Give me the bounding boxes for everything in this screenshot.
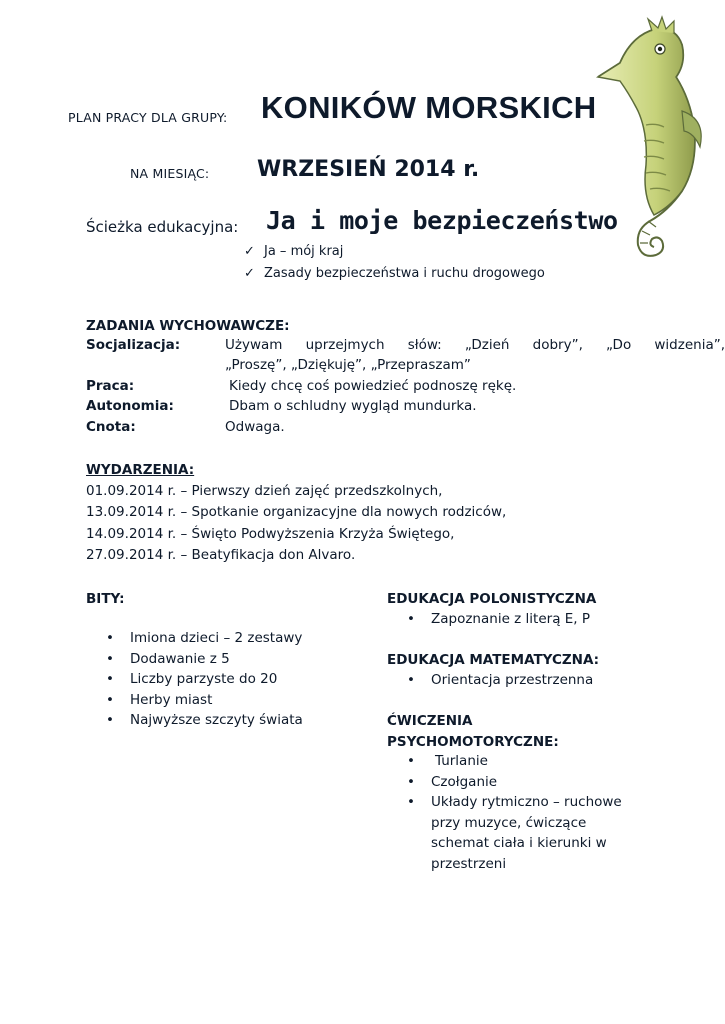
task-label: Autonomia: xyxy=(86,398,174,414)
list-item: • Najwyższe szczyty świata xyxy=(86,710,366,731)
event-item: 13.09.2014 r. – Spotkanie organizacyjne dla nowych rodziców, xyxy=(86,504,507,521)
list-item: • Zapoznanie z literą E, P xyxy=(387,609,687,630)
task-value: Kiedy chcę coś powiedzieć podnoszę rękę. xyxy=(229,378,517,394)
task-label: Cnota: xyxy=(86,419,136,435)
path-title: Ja i moje bezpieczeństwo xyxy=(266,206,618,235)
list-item: • Orientacja przestrzenna xyxy=(387,670,687,691)
list-item: • Herby miast xyxy=(86,690,366,711)
psychomotoryczne-heading xyxy=(387,711,559,752)
path-label: Ścieżka edukacyjna: xyxy=(86,218,239,236)
polonistyczna-list xyxy=(387,609,687,630)
events-section xyxy=(86,460,506,566)
check-icon: ✓ xyxy=(244,244,255,259)
list-item: • Liczby parzyste do 20 xyxy=(86,669,366,690)
list-item: • Układy rytmiczno – ruchowe xyxy=(387,792,687,813)
matematyczna-list xyxy=(387,670,687,691)
events-heading: WYDARZENIA: xyxy=(86,462,195,478)
path-item: ✓ Ja – mój kraj xyxy=(244,241,545,263)
event-item: 01.09.2014 r. – Pierwszy dzień zajęć przedszkolnych, xyxy=(86,483,443,500)
seahorse-illustration xyxy=(590,15,710,270)
list-item: • Dodawanie z 5 xyxy=(86,649,366,670)
tasks-heading: ZADANIA WYCHOWAWCZE: xyxy=(86,318,290,334)
task-value: Odwaga. xyxy=(225,419,285,435)
bity-heading: BITY: xyxy=(86,591,125,607)
bity-list xyxy=(86,628,366,731)
list-item: • Turlanie xyxy=(387,751,687,772)
list-item-continuation: przestrzeni xyxy=(431,855,507,872)
month-label: NA MIESIĄC: xyxy=(130,166,210,181)
task-value: Dbam o schludny wygląd mundurka. xyxy=(229,398,477,414)
month-value: WRZESIEŃ 2014 r. xyxy=(257,157,480,182)
path-item: ✓ Zasady bezpieczeństwa i ruchu drogowego xyxy=(244,263,545,285)
path-items-list xyxy=(244,241,545,285)
matematyczna-heading: EDUKACJA MATEMATYCZNA: xyxy=(387,652,600,668)
check-icon: ✓ xyxy=(244,266,255,281)
list-item-continuation: przy muzyce, ćwiczące xyxy=(431,814,587,831)
event-item: 27.09.2014 r. – Beatyfikacja don Alvaro. xyxy=(86,546,356,563)
psychomotoryczne-heading-line1: ĆWICZENIA xyxy=(387,713,473,729)
psychomotoryczne-heading-line2: PSYCHOMOTORYCZNE: xyxy=(387,733,559,750)
psychomotoryczne-list xyxy=(387,751,687,874)
plan-label: PLAN PRACY DLA GRUPY: xyxy=(68,110,228,125)
list-item: • Imiona dzieci – 2 zestawy xyxy=(86,628,366,649)
polonistyczna-heading: EDUKACJA POLONISTYCZNA xyxy=(387,591,597,607)
task-value: Używam uprzejmych słów: „Dzień dobry”, „Do widzenia”, xyxy=(225,337,725,353)
list-item: • Czołganie xyxy=(387,772,687,793)
event-item: 14.09.2014 r. – Święto Podwyższenia Krzyża Świętego, xyxy=(86,525,455,542)
group-name: KONIKÓW MORSKICH xyxy=(261,90,597,125)
task-label: Praca: xyxy=(86,378,135,394)
task-value: „Proszę”, „Dziękuję”, „Przepraszam” xyxy=(225,357,471,373)
list-item-continuation: schemat ciała i kierunki w xyxy=(431,835,607,851)
task-label: Socjalizacja: xyxy=(86,337,181,353)
